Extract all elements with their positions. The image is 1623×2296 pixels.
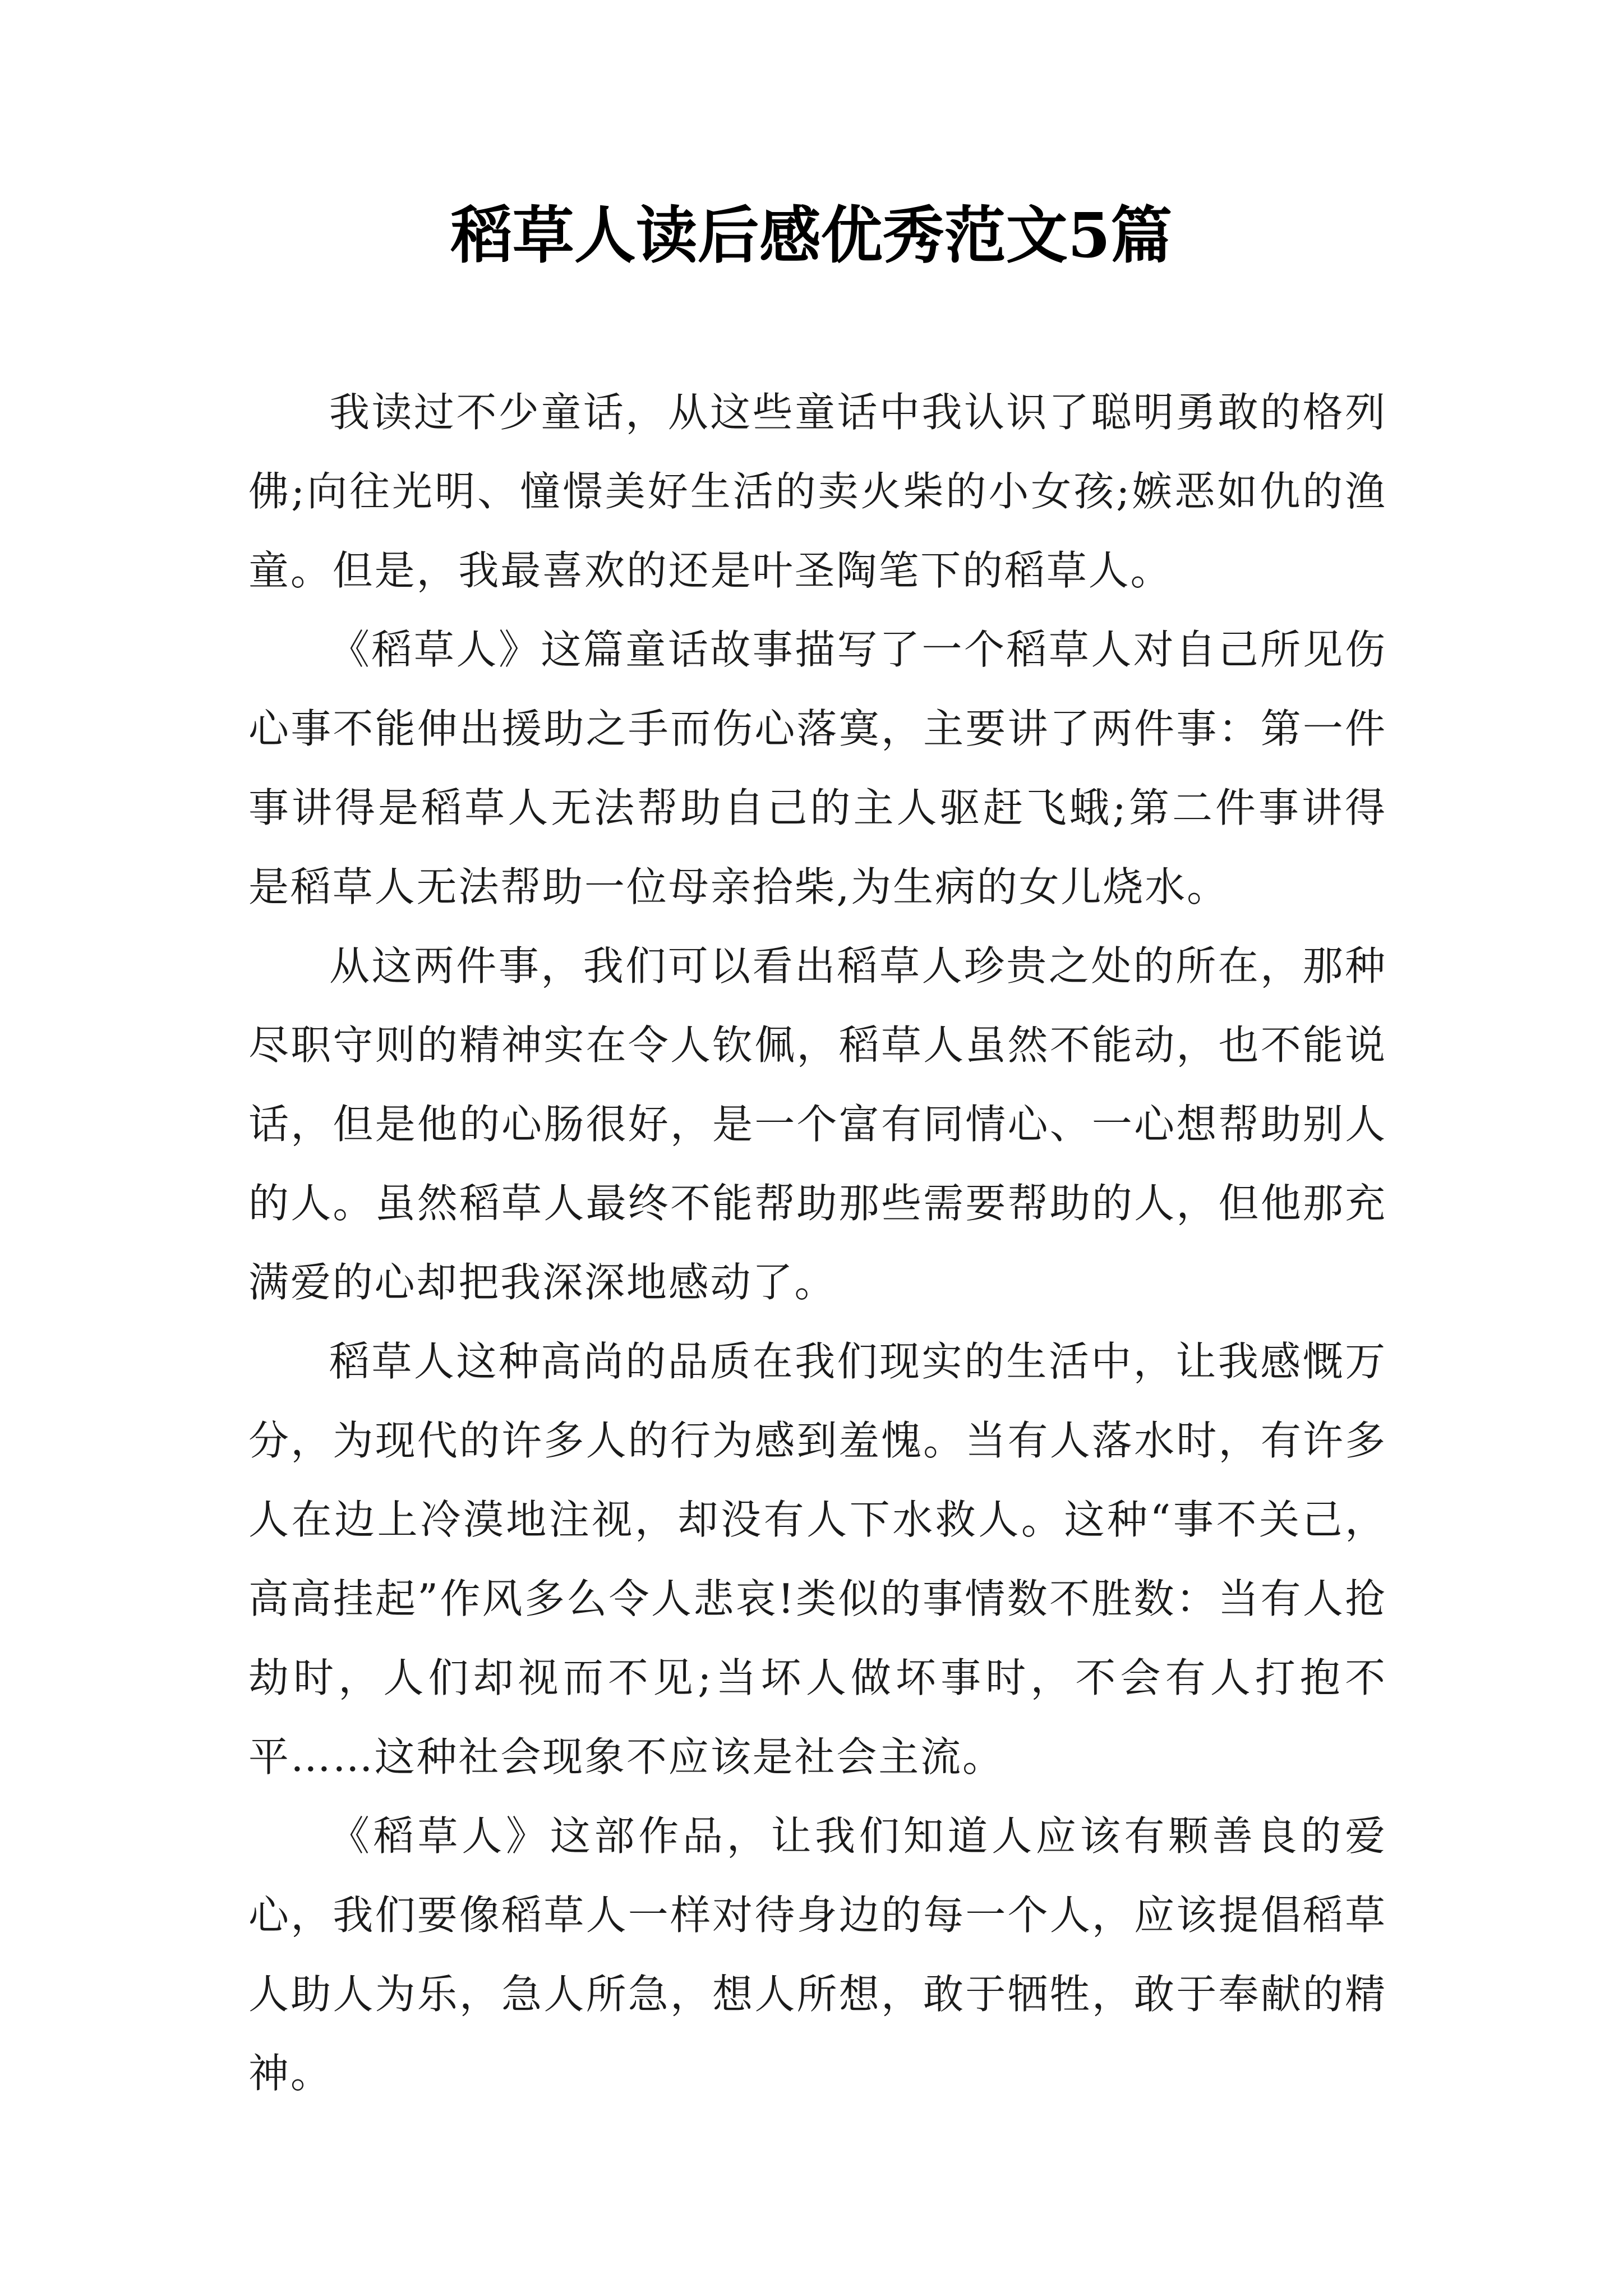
paragraph-1: 我读过不少童话，从这些童话中我认识了聪明勇敢的格列佛;向往光明、憧憬美好生活的卖火柴的小女孩;嫉恶如仇的渔童。但是，我最喜欢的还是叶圣陶笔下的稻草人。 [248, 389, 1387, 594]
paragraph-4: 稻草人这种高尚的品质在我们现实的生活中，让我感慨万分，为现代的许多人的行为感到羞愧。当有人落水时，有许多人在边上冷漠地注视，却没有人下水救人。这种“事不关己，高高挂起”作风多么令人悲哀!类似的事情数不胜数：当有人抢劫时，人们却视而不见;当坏人做坏事时，不会有人打抱不平……这种社会现象不应该是社会主流。 [248, 1338, 1387, 1780]
paragraph-3: 从这两件事，我们可以看出稻草人珍贵之处的所在，那种尽职守则的精神实在令人钦佩，稻草人虽然不能动，也不能说话，但是他的心肠很好，是一个富有同情心、一心想帮助别人的人。虽然稻草人最终不能帮助那些需要帮助的人，但他那充满爱的心却把我深深地感动了。 [248, 942, 1387, 1306]
document-body [248, 373, 1387, 2113]
paragraph-2: 《稻草人》这篇童话故事描写了一个稻草人对自己所见伤心事不能伸出援助之手而伤心落寞，主要讲了两件事：第一件事讲得是稻草人无法帮助自己的主人驱赶飞蛾;第二件事讲得是稻草人无法帮助一位母亲拾柴,为生病的女儿烧水。 [248, 626, 1387, 910]
document-title: 稻草人读后感优秀范文5篇 [450, 199, 1173, 272]
paragraph-5: 《稻草人》这部作品，让我们知道人应该有颗善良的爱心，我们要像稻草人一样对待身边的每一个人，应该提倡稻草人助人为乐，急人所急，想人所想，敢于牺牲，敢于奉献的精神。 [248, 1812, 1387, 2097]
